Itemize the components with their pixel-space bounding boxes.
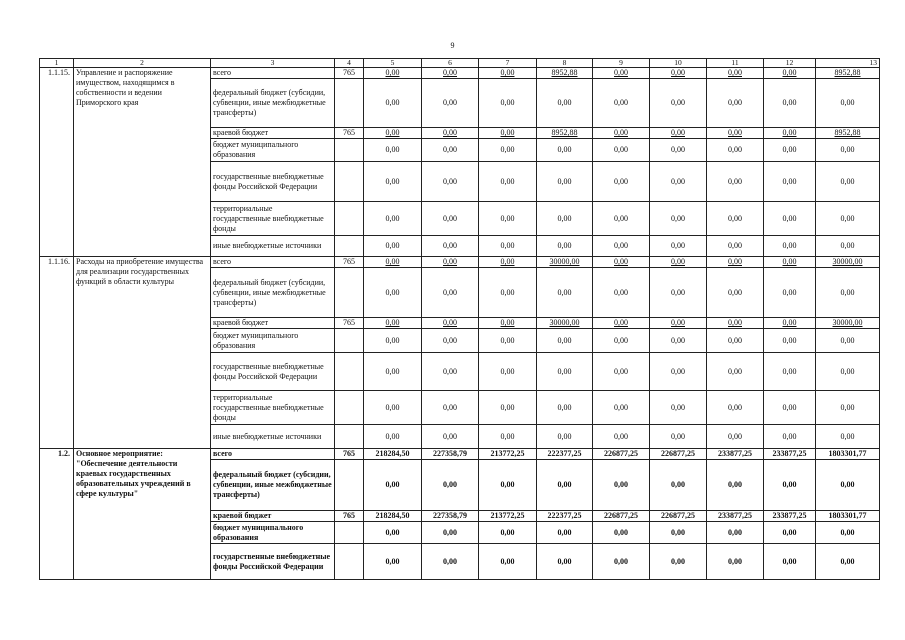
year-value: 0,00	[707, 522, 764, 544]
year-value: 227358,79	[422, 449, 479, 460]
table-row	[40, 449, 880, 460]
grbs-code	[335, 139, 364, 162]
column-number: 1	[40, 59, 74, 68]
event-name: Управление и распоряжение имуществом, находящимся в собственности и ведении Приморского края	[74, 68, 211, 257]
year-value: 0,00	[537, 522, 593, 544]
year-value: 0,00	[764, 318, 816, 329]
year-value: 0,00	[764, 68, 816, 79]
year-value: 0,00	[593, 128, 650, 139]
year-value: 0,00	[364, 268, 422, 318]
year-value: 0,00	[479, 236, 537, 257]
year-value: 0,00	[537, 544, 593, 580]
funding-source: бюджет муниципального образования	[211, 139, 335, 162]
funding-source: краевой бюджет	[211, 511, 335, 522]
grbs-code: 765	[335, 449, 364, 460]
total-value: 0,00	[816, 522, 880, 544]
total-value: 0,00	[816, 544, 880, 580]
year-value: 0,00	[593, 391, 650, 425]
year-value: 0,00	[364, 329, 422, 353]
year-value: 0,00	[364, 68, 422, 79]
year-value: 8952,88	[537, 128, 593, 139]
grbs-code: 765	[335, 257, 364, 268]
year-value: 0,00	[707, 68, 764, 79]
year-value: 227358,79	[422, 511, 479, 522]
total-value: 0,00	[816, 268, 880, 318]
year-value: 0,00	[650, 268, 707, 318]
year-value: 0,00	[479, 522, 537, 544]
year-value: 0,00	[650, 68, 707, 79]
year-value: 0,00	[650, 391, 707, 425]
grbs-code	[335, 329, 364, 353]
year-value: 0,00	[593, 544, 650, 580]
year-value: 218284,50	[364, 511, 422, 522]
total-value: 0,00	[816, 391, 880, 425]
year-value: 0,00	[479, 425, 537, 449]
year-value: 0,00	[364, 236, 422, 257]
funding-source: всего	[211, 449, 335, 460]
year-value: 213772,25	[479, 449, 537, 460]
column-number: 3	[211, 59, 335, 68]
year-value: 0,00	[364, 391, 422, 425]
year-value: 0,00	[537, 202, 593, 236]
column-number: 2	[74, 59, 211, 68]
total-value: 0,00	[816, 162, 880, 202]
year-value: 0,00	[422, 425, 479, 449]
year-value: 0,00	[537, 460, 593, 511]
event-group	[40, 257, 880, 449]
year-value: 0,00	[593, 460, 650, 511]
year-value: 233877,25	[764, 511, 816, 522]
funding-source: краевой бюджет	[211, 318, 335, 329]
year-value: 0,00	[537, 236, 593, 257]
year-value: 0,00	[422, 202, 479, 236]
year-value: 0,00	[422, 391, 479, 425]
table-row	[40, 68, 880, 79]
year-value: 0,00	[537, 425, 593, 449]
event-code: 1.2.	[40, 449, 74, 580]
year-value: 0,00	[479, 329, 537, 353]
year-value: 0,00	[650, 353, 707, 391]
total-value: 8952,88	[816, 128, 880, 139]
total-value: 0,00	[816, 460, 880, 511]
year-value: 0,00	[650, 318, 707, 329]
year-value: 0,00	[650, 128, 707, 139]
grbs-code	[335, 236, 364, 257]
year-value: 0,00	[650, 79, 707, 128]
year-value: 0,00	[537, 353, 593, 391]
year-value: 0,00	[650, 236, 707, 257]
total-value: 0,00	[816, 236, 880, 257]
year-value: 0,00	[364, 522, 422, 544]
year-value: 0,00	[422, 79, 479, 128]
grbs-code: 765	[335, 318, 364, 329]
grbs-code	[335, 268, 364, 318]
year-value: 0,00	[764, 257, 816, 268]
year-value: 0,00	[422, 329, 479, 353]
year-value: 0,00	[650, 162, 707, 202]
year-value: 233877,25	[764, 449, 816, 460]
year-value: 0,00	[422, 128, 479, 139]
total-value: 30000,00	[816, 257, 880, 268]
year-value: 0,00	[650, 257, 707, 268]
funding-source: иные внебюджетные источники	[211, 425, 335, 449]
year-value: 222377,25	[537, 449, 593, 460]
funding-source: государственные внебюджетные фонды Российской Федерации	[211, 353, 335, 391]
column-number-row	[40, 59, 880, 68]
year-value: 0,00	[364, 353, 422, 391]
funding-source: федеральный бюджет (субсидии, субвенции, иные межбюджетные трансферты)	[211, 79, 335, 128]
year-value: 226877,25	[650, 449, 707, 460]
year-value: 0,00	[764, 139, 816, 162]
funding-source: государственные внебюджетные фонды Российской Федерации	[211, 544, 335, 580]
year-value: 0,00	[364, 79, 422, 128]
year-value: 0,00	[650, 544, 707, 580]
event-code: 1.1.15.	[40, 68, 74, 257]
year-value: 0,00	[479, 460, 537, 511]
year-value: 0,00	[593, 257, 650, 268]
grbs-code: 765	[335, 68, 364, 79]
year-value: 0,00	[650, 425, 707, 449]
year-value: 0,00	[707, 329, 764, 353]
event-name: Расходы на приобретение имущества для реализации государственных функций в области культуры	[74, 257, 211, 449]
year-value: 0,00	[422, 236, 479, 257]
grbs-code	[335, 522, 364, 544]
column-number: 9	[593, 59, 650, 68]
year-value: 0,00	[707, 353, 764, 391]
year-value: 0,00	[479, 68, 537, 79]
year-value: 0,00	[764, 460, 816, 511]
year-value: 0,00	[707, 391, 764, 425]
column-number: 6	[422, 59, 479, 68]
grbs-code	[335, 353, 364, 391]
year-value: 0,00	[650, 329, 707, 353]
year-value: 0,00	[764, 236, 816, 257]
column-number: 7	[479, 59, 537, 68]
year-value: 0,00	[422, 268, 479, 318]
year-value: 0,00	[593, 425, 650, 449]
funding-source: федеральный бюджет (субсидии, субвенции, иные межбюджетные трансферты)	[211, 460, 335, 511]
year-value: 0,00	[479, 318, 537, 329]
grbs-code	[335, 391, 364, 425]
year-value: 0,00	[422, 257, 479, 268]
total-value: 0,00	[816, 79, 880, 128]
year-value: 0,00	[422, 318, 479, 329]
year-value: 0,00	[593, 79, 650, 128]
year-value: 0,00	[593, 236, 650, 257]
grbs-code	[335, 162, 364, 202]
year-value: 0,00	[764, 544, 816, 580]
year-value: 0,00	[422, 544, 479, 580]
year-value: 0,00	[764, 425, 816, 449]
year-value: 0,00	[593, 68, 650, 79]
year-value: 30000,00	[537, 318, 593, 329]
event-group	[40, 449, 880, 580]
year-value: 0,00	[364, 128, 422, 139]
grbs-code: 765	[335, 128, 364, 139]
year-value: 0,00	[707, 139, 764, 162]
year-value: 0,00	[537, 391, 593, 425]
year-value: 0,00	[764, 353, 816, 391]
year-value: 0,00	[593, 329, 650, 353]
year-value: 0,00	[422, 522, 479, 544]
year-value: 0,00	[479, 139, 537, 162]
year-value: 0,00	[707, 128, 764, 139]
year-value: 0,00	[593, 162, 650, 202]
year-value: 0,00	[764, 79, 816, 128]
year-value: 0,00	[707, 460, 764, 511]
year-value: 218284,50	[364, 449, 422, 460]
year-value: 0,00	[422, 139, 479, 162]
year-value: 0,00	[593, 139, 650, 162]
funding-source: территориальные государственные внебюджетные фонды	[211, 202, 335, 236]
year-value: 0,00	[364, 425, 422, 449]
event-group	[40, 68, 880, 257]
grbs-code	[335, 79, 364, 128]
page-number: 9	[450, 41, 455, 50]
grbs-code	[335, 202, 364, 236]
year-value: 0,00	[479, 79, 537, 128]
total-value: 1803301,77	[816, 511, 880, 522]
year-value: 233877,25	[707, 449, 764, 460]
year-value: 0,00	[364, 139, 422, 162]
year-value: 0,00	[764, 329, 816, 353]
year-value: 213772,25	[479, 511, 537, 522]
total-value: 1803301,77	[816, 449, 880, 460]
year-value: 0,00	[364, 544, 422, 580]
total-value: 0,00	[816, 353, 880, 391]
year-value: 0,00	[764, 202, 816, 236]
funding-source: краевой бюджет	[211, 128, 335, 139]
year-value: 0,00	[764, 128, 816, 139]
year-value: 0,00	[479, 268, 537, 318]
funding-source: территориальные государственные внебюджетные фонды	[211, 391, 335, 425]
funding-source: государственные внебюджетные фонды Российской Федерации	[211, 162, 335, 202]
year-value: 0,00	[479, 544, 537, 580]
event-code: 1.1.16.	[40, 257, 74, 449]
year-value: 0,00	[707, 544, 764, 580]
year-value: 0,00	[650, 202, 707, 236]
total-value: 30000,00	[816, 318, 880, 329]
year-value: 0,00	[479, 353, 537, 391]
year-value: 0,00	[364, 318, 422, 329]
budget-table	[39, 58, 880, 580]
total-value: 8952,88	[816, 68, 880, 79]
year-value: 0,00	[707, 79, 764, 128]
year-value: 30000,00	[537, 257, 593, 268]
year-value: 226877,25	[593, 511, 650, 522]
column-number: 8	[537, 59, 593, 68]
grbs-code: 765	[335, 511, 364, 522]
year-value: 0,00	[707, 268, 764, 318]
funding-source: бюджет муниципального образования	[211, 329, 335, 353]
event-name: Основное мероприятие: "Обеспечение деятельности краевых государственных образовательных учреждений в сфере культуры"	[74, 449, 211, 580]
year-value: 0,00	[422, 162, 479, 202]
year-value: 0,00	[707, 257, 764, 268]
year-value: 0,00	[479, 162, 537, 202]
column-number: 13	[816, 59, 880, 68]
year-value: 0,00	[479, 391, 537, 425]
year-value: 0,00	[422, 460, 479, 511]
year-value: 0,00	[707, 202, 764, 236]
year-value: 0,00	[650, 460, 707, 511]
funding-source: всего	[211, 257, 335, 268]
year-value: 226877,25	[593, 449, 650, 460]
year-value: 0,00	[764, 162, 816, 202]
funding-source: федеральный бюджет (субсидии, субвенции, иные межбюджетные трансферты)	[211, 268, 335, 318]
year-value: 0,00	[479, 257, 537, 268]
year-value: 222377,25	[537, 511, 593, 522]
year-value: 0,00	[537, 139, 593, 162]
total-value: 0,00	[816, 202, 880, 236]
column-number: 10	[650, 59, 707, 68]
year-value: 233877,25	[707, 511, 764, 522]
year-value: 0,00	[764, 522, 816, 544]
year-value: 0,00	[707, 162, 764, 202]
total-value: 0,00	[816, 425, 880, 449]
year-value: 0,00	[650, 522, 707, 544]
year-value: 0,00	[422, 353, 479, 391]
table-row	[40, 257, 880, 268]
funding-source: бюджет муниципального образования	[211, 522, 335, 544]
column-number: 4	[335, 59, 364, 68]
year-value: 0,00	[593, 202, 650, 236]
year-value: 0,00	[707, 318, 764, 329]
year-value: 0,00	[650, 139, 707, 162]
year-value: 0,00	[479, 202, 537, 236]
year-value: 226877,25	[650, 511, 707, 522]
total-value: 0,00	[816, 329, 880, 353]
funding-source: всего	[211, 68, 335, 79]
year-value: 0,00	[364, 257, 422, 268]
year-value: 0,00	[764, 268, 816, 318]
year-value: 0,00	[593, 318, 650, 329]
year-value: 0,00	[364, 460, 422, 511]
year-value: 8952,88	[537, 68, 593, 79]
grbs-code	[335, 460, 364, 511]
year-value: 0,00	[593, 522, 650, 544]
year-value: 0,00	[537, 162, 593, 202]
year-value: 0,00	[364, 162, 422, 202]
funding-source: иные внебюджетные источники	[211, 236, 335, 257]
year-value: 0,00	[764, 391, 816, 425]
column-number: 12	[764, 59, 816, 68]
grbs-code	[335, 425, 364, 449]
grbs-code	[335, 544, 364, 580]
year-value: 0,00	[537, 329, 593, 353]
column-number: 11	[707, 59, 764, 68]
year-value: 0,00	[593, 353, 650, 391]
year-value: 0,00	[593, 268, 650, 318]
year-value: 0,00	[537, 79, 593, 128]
year-value: 0,00	[707, 425, 764, 449]
year-value: 0,00	[364, 202, 422, 236]
year-value: 0,00	[422, 68, 479, 79]
column-number: 5	[364, 59, 422, 68]
year-value: 0,00	[537, 268, 593, 318]
year-value: 0,00	[707, 236, 764, 257]
total-value: 0,00	[816, 139, 880, 162]
year-value: 0,00	[479, 128, 537, 139]
